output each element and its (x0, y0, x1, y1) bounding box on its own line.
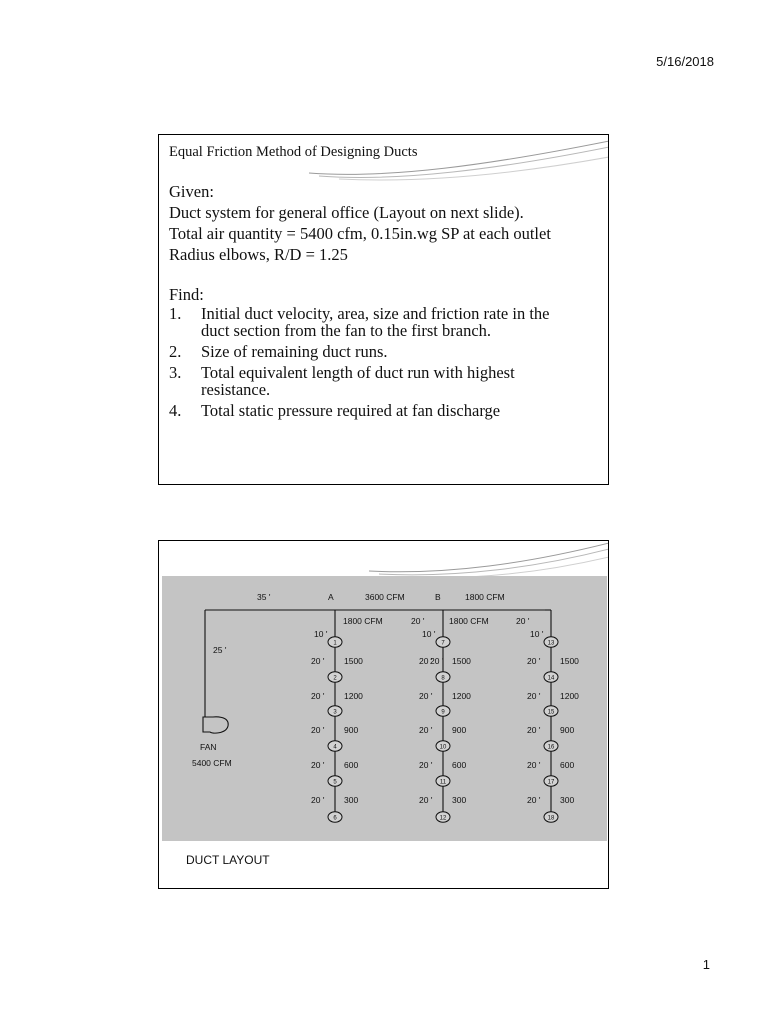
branch-flow-label: 900 (452, 725, 467, 735)
main-flow-label: 3600 CFM (365, 592, 405, 602)
outlet-number-label: 10 (439, 744, 447, 751)
branch-a-first-flow: 1800 CFM (343, 616, 383, 626)
find-item-number: 2. (169, 342, 182, 361)
outlet-number-label: 12 (439, 815, 447, 822)
outlet-number-label: 7 (441, 640, 445, 647)
outlet-number-label: 5 (333, 779, 337, 786)
main-length-label: 35 ' (257, 592, 271, 602)
branch-length-label: 20 ' (311, 691, 325, 701)
given-line: Radius elbows, R/D = 1.25 (169, 245, 348, 264)
find-item (169, 343, 601, 360)
branch-length-label: 10 ' (422, 629, 436, 639)
outlet-number-label: 4 (333, 744, 337, 751)
date-stamp: 5/16/2018 (656, 54, 714, 69)
branch-flow-label: 1500 (344, 656, 363, 666)
find-item-text: Total equivalent length of duct run with highest (201, 363, 515, 382)
branch-length-label: 20 ' (419, 760, 433, 770)
branch-flow-label: 900 (344, 725, 359, 735)
point-a-label: A (328, 592, 334, 602)
riser-length-label: 25 ' (213, 645, 227, 655)
outlet-number-label: 2 (333, 675, 337, 682)
branch-length-label: 20 ' (311, 760, 325, 770)
branch-length-label: 20 ' (527, 725, 541, 735)
branch-b-extra-length: 20 ' (430, 656, 444, 666)
outlet-number-label: 17 (547, 779, 555, 786)
branch-length-label: 20 ' (419, 795, 433, 805)
branch-length-label: 20 ' (527, 656, 541, 666)
outlet-number-label: 6 (333, 815, 337, 822)
find-item (169, 305, 601, 339)
fan-flow-label: 5400 CFM (192, 758, 232, 768)
branch-flow-label: 600 (452, 760, 467, 770)
branch-length-label: 20 ' (527, 691, 541, 701)
branch-flow-label: 1200 (560, 691, 579, 701)
branch-flow-label: 300 (452, 795, 467, 805)
find-list (169, 305, 601, 419)
branch-flow-label: 1500 (560, 656, 579, 666)
branch-length-label: 20 ' (311, 725, 325, 735)
fan-label: FAN (200, 742, 217, 752)
branch-length-label: 20 ' (527, 795, 541, 805)
branch-flow-label: 1200 (344, 691, 363, 701)
given-line: Total air quantity = 5400 cfm, 0.15in.wg SP at each outlet (169, 224, 551, 243)
outlet-number-label: 13 (547, 640, 555, 647)
find-item-text: Total static pressure required at fan discharge (201, 401, 501, 420)
outlet-number-label: 16 (547, 744, 555, 751)
duct-layout-diagram (162, 576, 607, 841)
branch-flow-label: 1500 (452, 656, 471, 666)
outlet-number-label: 11 (439, 779, 447, 786)
branch-length-label: 20 ' (419, 725, 433, 735)
point-b-label: B (435, 592, 441, 602)
main-length-label: 20 ' (516, 616, 530, 626)
outlet-number-label: 8 (441, 675, 445, 682)
slide-thumbnail-1 (158, 134, 609, 485)
find-item-number: 4. (169, 401, 182, 420)
find-item (169, 364, 601, 398)
find-item-text: duct section from the fan to the first branch. (201, 321, 492, 340)
branch-flow-label: 600 (560, 760, 575, 770)
outlet-number-label: 15 (547, 709, 555, 716)
find-item-number: 1. (169, 304, 182, 323)
page-number: 1 (702, 957, 710, 972)
branch-length-label: 10 ' (314, 629, 328, 639)
find-item-text: Initial duct velocity, area, size and friction rate in the (201, 304, 550, 323)
branch-length-label: 20 ' (311, 656, 325, 666)
find-item-number: 3. (169, 363, 182, 382)
slide-body (169, 181, 601, 423)
outlet-number-label: 3 (333, 709, 337, 716)
outlet-number-label: 1 (333, 640, 337, 647)
slide-title: Equal Friction Method of Designing Ducts (169, 144, 418, 160)
branch-flow-label: 1200 (452, 691, 471, 701)
outlet-number-label: 9 (441, 709, 445, 716)
main-flow-label: 1800 CFM (465, 592, 505, 602)
given-line: Duct system for general office (Layout on next slide). (169, 203, 524, 222)
find-item-text: Size of remaining duct runs. (201, 342, 388, 361)
find-item (169, 402, 601, 419)
branch-flow-label: 300 (344, 795, 359, 805)
given-heading: Given: (169, 182, 214, 201)
main-length-label: 20 ' (411, 616, 425, 626)
branch-length-label: 20 ' (311, 795, 325, 805)
find-heading: Find: (169, 285, 204, 304)
find-item-text: resistance. (201, 380, 271, 399)
branch-flow-label: 600 (344, 760, 359, 770)
slide-thumbnail-2 (158, 540, 609, 889)
branch-length-label: 10 ' (530, 629, 544, 639)
branch-flow-label: 300 (560, 795, 575, 805)
branch-flow-label: 900 (560, 725, 575, 735)
branch-length-label: 20 ' (527, 760, 541, 770)
outlet-number-label: 18 (547, 815, 555, 822)
branch-length-label: 20 ' (419, 656, 433, 666)
outlet-number-label: 14 (547, 675, 555, 682)
slide-caption: DUCT LAYOUT (186, 853, 270, 867)
branch-length-label: 20 ' (419, 691, 433, 701)
branch-b-first-flow: 1800 CFM (449, 616, 489, 626)
